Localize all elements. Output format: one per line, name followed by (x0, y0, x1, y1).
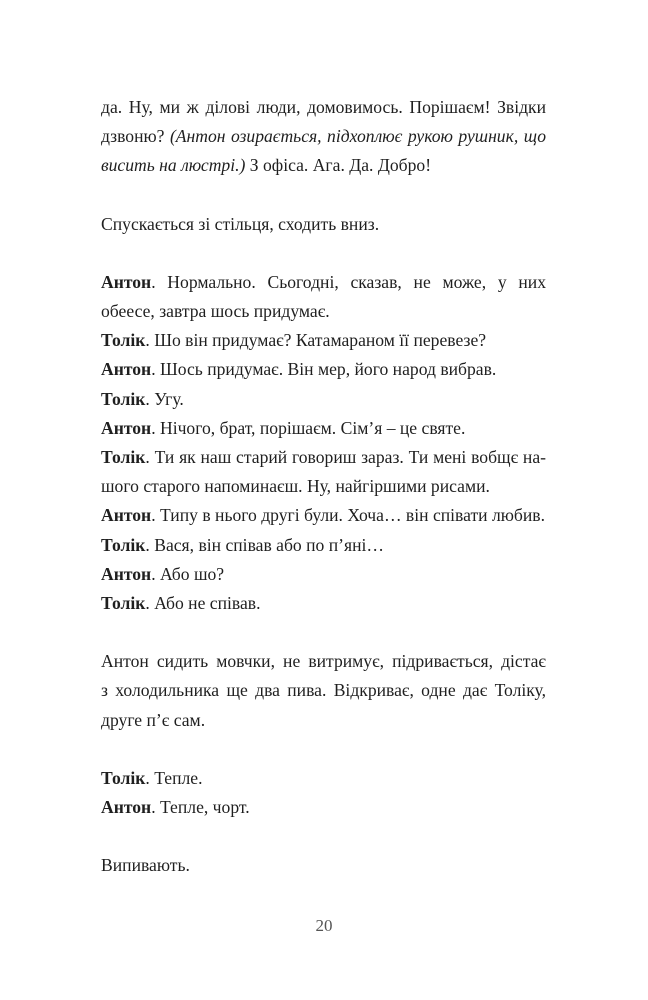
speaker-name: Толік (101, 534, 146, 555)
speech-text: . Угу. (145, 388, 184, 409)
speaker-name: Толік (101, 593, 146, 614)
page-number: 20 (315, 916, 333, 935)
speaker-name: Толік (101, 447, 146, 468)
speech-text: . Шось придумає. Він мер, його народ вибрав. (151, 359, 497, 380)
speech-text: . Тепле, чорт. (151, 797, 250, 818)
speech-text: . Нормально. Сьогодні, сказав, не може, у них (151, 271, 546, 292)
speech-text: обеесе, завтра шось придумає. (101, 301, 330, 322)
dialogue-line (101, 326, 546, 355)
page-text (101, 93, 546, 880)
speech-text: шого старого напоминаєш. Ну, найгіршими рисами. (101, 476, 490, 497)
intro-paragraph (101, 93, 546, 181)
speech-text: . Тепле. (145, 767, 203, 788)
dialogue-line (101, 531, 546, 560)
dialogue-line (101, 501, 546, 530)
stage-direction-2 (101, 647, 546, 735)
speech-text: . Нічого, брат, порішаєм. Сім’я – це святе. (151, 417, 466, 438)
dialogue-line (101, 793, 546, 822)
speaker-name: Антон (101, 271, 152, 292)
dialogue-line (101, 355, 546, 384)
stage-line: з холодильника ще два пива. Відкриває, одне дає Толіку, (101, 680, 546, 701)
dialogue-line (101, 764, 546, 793)
speaker-name: Антон (101, 505, 152, 526)
speaker-name: Антон (101, 417, 152, 438)
stage-direction-inline-end: висить на люстрі.) (101, 155, 246, 176)
intro-line-2 (101, 122, 546, 151)
speaker-name: Антон (101, 563, 152, 584)
speech-text: . Або не співав. (145, 593, 261, 614)
stage-line: друге п’є сам. (101, 709, 206, 730)
speech-text: . Ти як наш старий говориш зараз. Ти мені вобщє на- (145, 447, 546, 468)
speech-text: . Або шо? (151, 563, 225, 584)
dialogue-line (101, 414, 546, 443)
speech-text: . Вася, він співав або по п’яні… (145, 534, 384, 555)
dialogue-line (101, 268, 546, 326)
intro-line-1: да. Ну, ми ж ділові люди, домовимось. Порішаєм! Звідки (101, 97, 546, 117)
paragraph-gap (101, 618, 546, 647)
dialogue-block-1 (101, 268, 546, 618)
speaker-name: Толік (101, 330, 146, 351)
speaker-name: Толік (101, 388, 146, 409)
speaker-name: Антон (101, 359, 152, 380)
stage-line: Антон сидить мовчки, не витримує, підривається, дістає (101, 651, 546, 672)
speech-text: . Шо він придумає? Катамараном її перевезе? (145, 330, 487, 351)
intro-text-end: З офіса. Ага. Да. Добро! (245, 155, 432, 176)
dialogue-block-2 (101, 764, 546, 822)
speech-text: . Типу в нього другі були. Хоча… він співати любив. (151, 505, 545, 526)
stage-direction-3: Випивають. (101, 855, 190, 876)
dialogue-line (101, 443, 546, 501)
speaker-name: Толік (101, 767, 146, 788)
paragraph-gap (101, 181, 546, 210)
dialogue-line (101, 560, 546, 589)
intro-line-3 (101, 151, 546, 180)
dialogue-line (101, 589, 546, 618)
speaker-name: Антон (101, 797, 152, 818)
paragraph-gap (101, 735, 546, 764)
dialogue-line (101, 385, 546, 414)
stage-direction-1: Спускається зі стільця, сходить вниз. (101, 213, 380, 234)
intro-text: дзвоню? (101, 126, 170, 147)
paragraph-gap (101, 822, 546, 851)
stage-direction-inline: (Антон озирається, підхоплює рукою рушник, що (169, 126, 546, 147)
paragraph-gap (101, 239, 546, 268)
